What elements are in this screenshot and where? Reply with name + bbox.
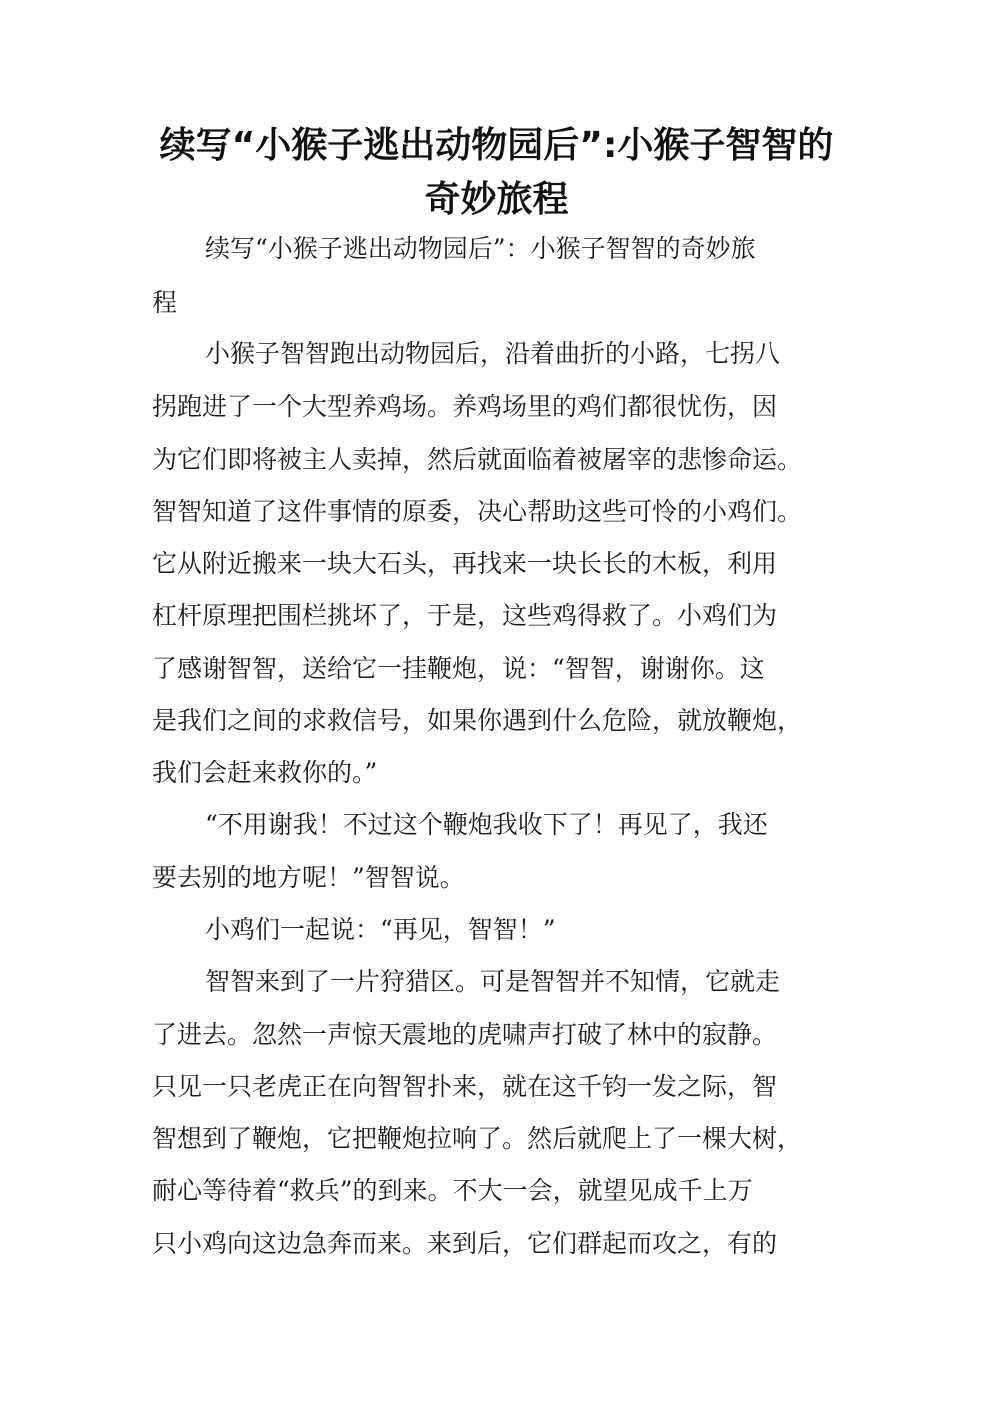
paragraph-line: 了感谢智智，送给它一挂鞭炮，说：“智智，谢谢你。这 bbox=[152, 654, 765, 683]
paragraph-line: 是我们之间的求救信号，如果你遇到什么危险，就放鞭炮， bbox=[152, 706, 803, 735]
paragraph-line: 杠杆原理把围栏挑坏了，于是，这些鸡得救了。小鸡们为 bbox=[152, 601, 778, 630]
paragraph-line: 小鸡们一起说：“再见，智智！” bbox=[205, 915, 556, 944]
paragraph-line: 智智来到了一片狩猎区。可是智智并不知情，它就走 bbox=[205, 967, 781, 996]
subtitle-line: 程 bbox=[152, 288, 178, 317]
paragraph-line: 只见一只老虎正在向智智扑来，就在这千钧一发之际，智 bbox=[152, 1072, 778, 1101]
document-title-line-2: 奇妙旅程 bbox=[424, 179, 569, 220]
paragraph-line: 了进去。忽然一声惊天震地的虎啸声打破了林中的寂静。 bbox=[152, 1020, 778, 1049]
paragraph-line: 我们会赶来救你的。” bbox=[152, 758, 378, 787]
paragraph-line: 要去别的地方呢！”智智说。 bbox=[152, 863, 465, 892]
paragraph-line: 智智知道了这件事情的原委，决心帮助这些可怜的小鸡们。 bbox=[152, 497, 803, 526]
paragraph-line: “不用谢我！不过这个鞭炮我收下了！再见了，我还 bbox=[205, 810, 768, 839]
paragraph-line: 只小鸡向这边急奔而来。来到后，它们群起而攻之，有的 bbox=[152, 1229, 778, 1258]
paragraph-line: 耐心等待着“救兵”的到来。不大一会，就望见成千上万 bbox=[152, 1176, 753, 1205]
subtitle-line: 续写“小猴子逃出动物园后”：小猴子智智的奇妙旅 bbox=[205, 234, 756, 263]
paragraph-line: 智想到了鞭炮，它把鞭炮拉响了。然后就爬上了一棵大树， bbox=[152, 1124, 803, 1153]
paragraph-line: 拐跑进了一个大型养鸡场。养鸡场里的鸡们都很忧伤，因 bbox=[152, 392, 778, 421]
paragraph-line: 它从附近搬来一块大石头，再找来一块长长的木板，利用 bbox=[152, 549, 778, 578]
document-title-line-1: 续写“小猴子逃出动物园后”:小猴子智智的 bbox=[159, 125, 834, 166]
paragraph-line: 小猴子智智跑出动物园后，沿着曲折的小路，七拐八 bbox=[205, 339, 781, 368]
paragraph-line: 为它们即将被主人卖掉，然后就面临着被屠宰的悲惨命运。 bbox=[152, 445, 803, 474]
